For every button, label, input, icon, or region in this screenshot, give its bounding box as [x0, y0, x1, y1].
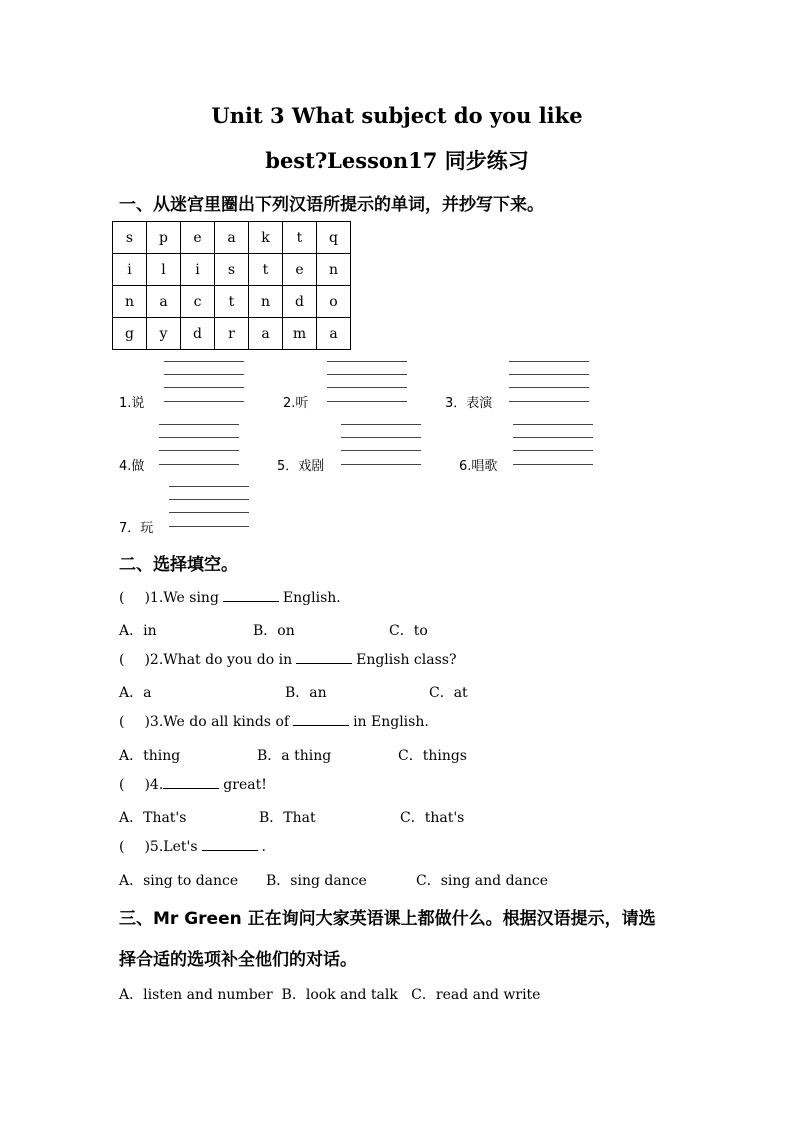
section3-options: A．listen and number B．look and talk C．read and write: [119, 987, 541, 1003]
q2-option-c: C．at: [429, 685, 468, 701]
question-stem-start: )4.: [144, 777, 164, 793]
maze-cell: n: [317, 254, 351, 286]
q5-option-c: C．sing and dance: [416, 873, 549, 889]
maze-cell: k: [249, 222, 283, 254]
maze-cell: r: [215, 318, 249, 350]
q5-option-b: B．sing dance: [266, 873, 367, 889]
maze-cell: o: [317, 286, 351, 318]
prompt-7: 7．玩: [119, 521, 154, 536]
answer-paren-open: (: [119, 777, 125, 793]
section3-heading-line2: 择合适的选项补全他们的对话。: [119, 950, 357, 970]
maze-cell: n: [113, 286, 147, 318]
maze-cell: a: [317, 318, 351, 350]
question-stem-end: great!: [223, 777, 267, 793]
q5-option-a: A．sing to dance: [119, 873, 239, 889]
section1-heading: 一、从迷宫里圈出下列汉语所提示的单词，并抄写下来。: [119, 195, 544, 215]
answer-paren-open: (: [119, 839, 125, 855]
q1-option-c: C．to: [389, 623, 428, 639]
maze-cell: s: [113, 222, 147, 254]
writing-lines-4[interactable]: [159, 424, 239, 466]
writing-lines-2[interactable]: [327, 361, 407, 403]
fill-blank[interactable]: [163, 776, 219, 789]
maze-cell: p: [147, 222, 181, 254]
fill-blank[interactable]: [293, 713, 349, 726]
maze-cell: q: [317, 222, 351, 254]
q4-option-c: C．that's: [400, 810, 465, 826]
answer-paren-open: (: [119, 714, 125, 730]
q1-option-a: A．in: [119, 623, 157, 639]
maze-row: [113, 318, 351, 350]
writing-lines-1[interactable]: [164, 361, 244, 403]
q2-option-b: B．an: [285, 685, 327, 701]
maze-cell: a: [249, 318, 283, 350]
maze-row: [113, 222, 351, 254]
q3-option-b: B．a thing: [257, 748, 332, 764]
q2-option-a: A．a: [119, 685, 152, 701]
maze-cell: l: [147, 254, 181, 286]
writing-lines-6[interactable]: [513, 424, 593, 466]
question-stem-end: in English.: [353, 714, 429, 730]
word-maze-grid: [112, 221, 351, 350]
maze-cell: e: [283, 254, 317, 286]
prompt-4: 4.做: [119, 459, 145, 474]
maze-cell: t: [283, 222, 317, 254]
question-4: [119, 776, 267, 793]
page-title-line1: Unit 3 What subject do you like: [211, 103, 583, 128]
maze-row: [113, 286, 351, 318]
maze-cell: n: [249, 286, 283, 318]
prompt-6: 6.唱歌: [459, 459, 498, 474]
question-5: [119, 838, 266, 855]
maze-cell: e: [181, 222, 215, 254]
maze-cell: d: [283, 286, 317, 318]
q1-option-b: B．on: [253, 623, 295, 639]
question-3: [119, 713, 429, 730]
maze-cell: c: [181, 286, 215, 318]
q3-option-c: C．things: [398, 748, 467, 764]
question-2: [119, 651, 456, 668]
fill-blank[interactable]: [223, 589, 279, 602]
question-stem-end: .: [261, 839, 266, 855]
answer-paren-open: (: [119, 652, 125, 668]
maze-cell: a: [215, 222, 249, 254]
maze-cell: d: [181, 318, 215, 350]
writing-lines-3[interactable]: [509, 361, 589, 403]
maze-cell: i: [113, 254, 147, 286]
maze-cell: g: [113, 318, 147, 350]
section2-heading: 二、选择填空。: [119, 555, 238, 575]
fill-blank[interactable]: [202, 838, 258, 851]
maze-cell: t: [249, 254, 283, 286]
maze-cell: t: [215, 286, 249, 318]
prompt-5: 5．戏剧: [277, 459, 325, 474]
prompt-1: 1.说: [119, 396, 145, 411]
writing-lines-5[interactable]: [341, 424, 421, 466]
question-stem-start: )2.What do you do in: [144, 652, 293, 668]
question-stem-end: English class?: [356, 652, 457, 668]
q4-option-a: A．That's: [119, 810, 187, 826]
maze-cell: s: [215, 254, 249, 286]
maze-cell: m: [283, 318, 317, 350]
question-stem-start: )3.We do all kinds of: [144, 714, 290, 730]
q4-option-b: B．That: [259, 810, 316, 826]
q3-option-a: A．thing: [119, 748, 181, 764]
answer-paren-open: (: [119, 590, 125, 606]
maze-row: [113, 254, 351, 286]
maze-cell: a: [147, 286, 181, 318]
question-1: [119, 589, 341, 606]
question-stem-start: )5.Let's: [144, 839, 198, 855]
question-stem-end: English.: [282, 590, 341, 606]
fill-blank[interactable]: [296, 651, 352, 664]
maze-cell: y: [147, 318, 181, 350]
prompt-3: 3．表演: [445, 396, 493, 411]
section3-heading-line1: 三、Mr Green 正在询问大家英语课上都做什么。根据汉语提示，请选: [119, 909, 656, 929]
writing-lines-7[interactable]: [169, 486, 249, 528]
prompt-2: 2.听: [283, 396, 309, 411]
question-stem-start: )1.We sing: [144, 590, 219, 606]
page-title-line2: best?Lesson17 同步练习: [265, 148, 529, 173]
maze-cell: i: [181, 254, 215, 286]
